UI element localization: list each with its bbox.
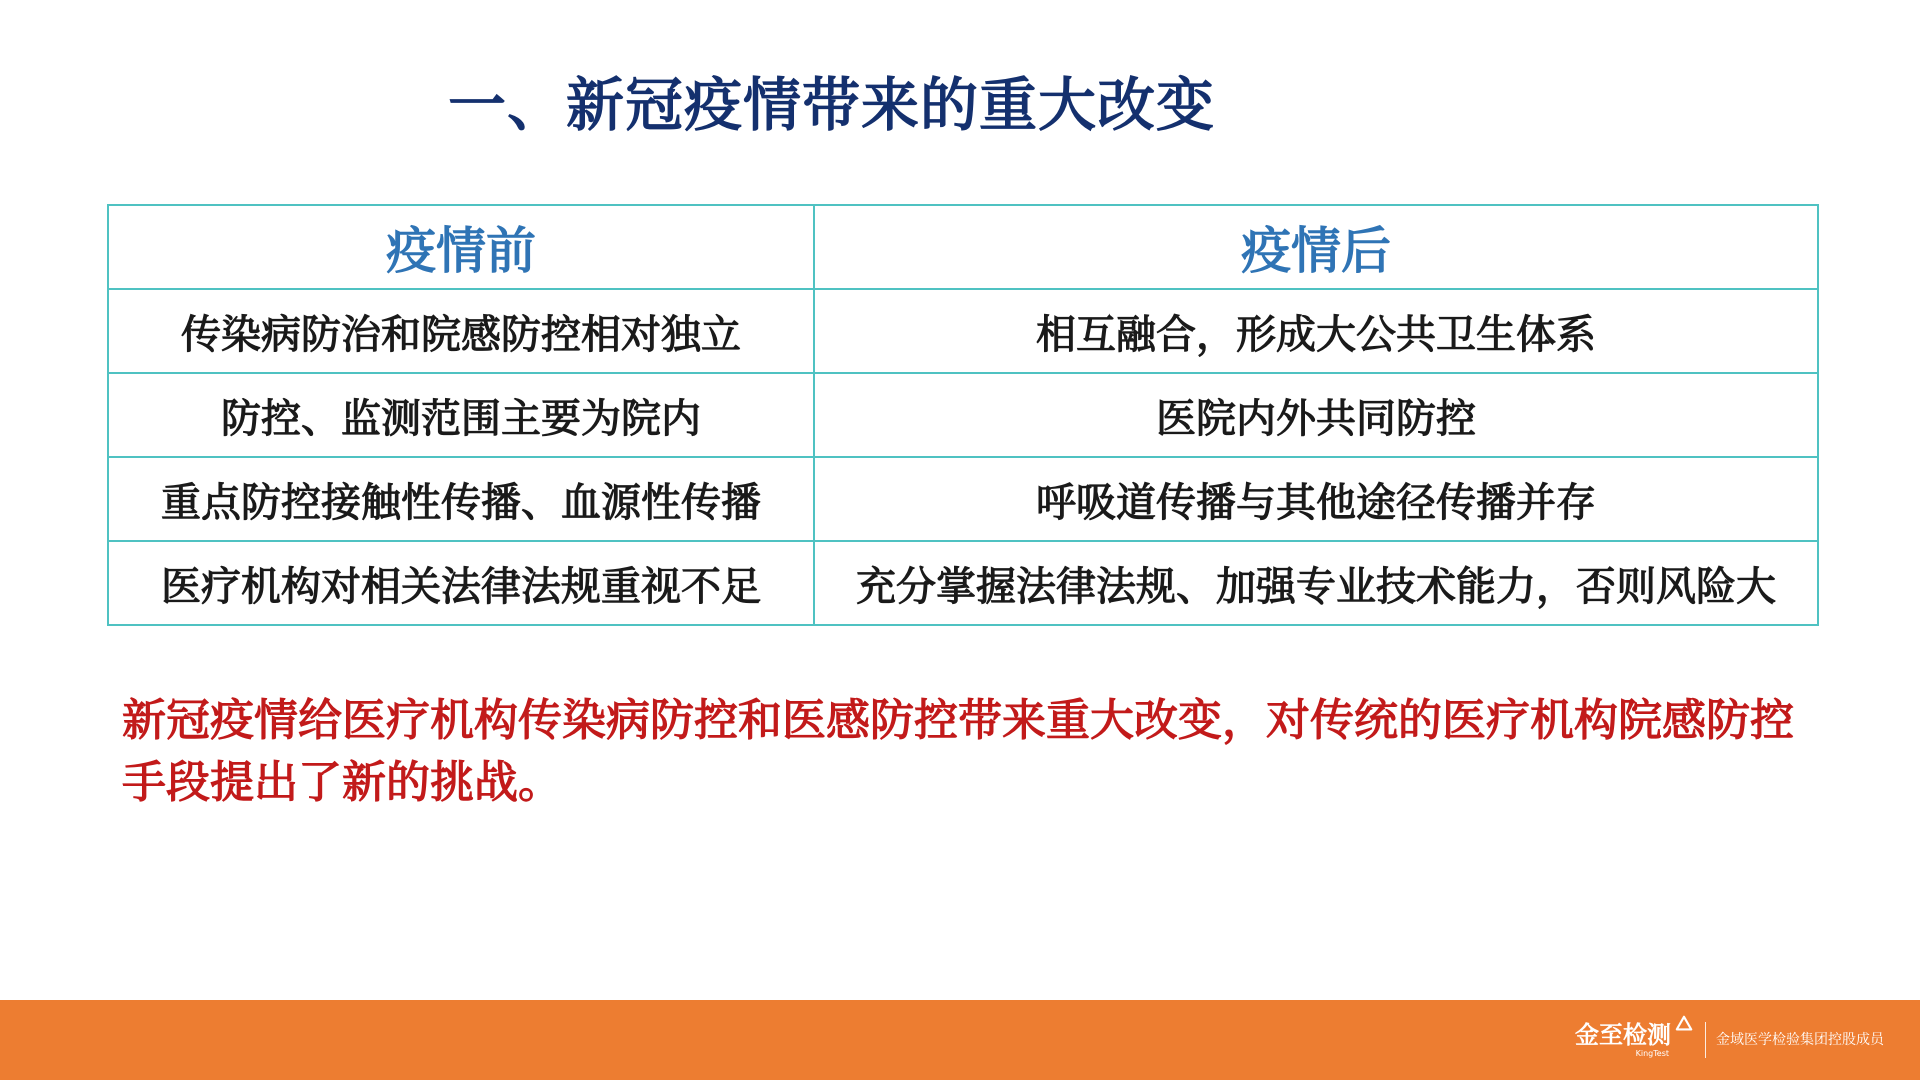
brand-block xyxy=(1575,1014,1884,1066)
cell-after: 相互融合，形成大公共卫生体系 xyxy=(814,289,1818,373)
cell-after: 充分掌握法律法规、加强专业技术能力，否则风险大 xyxy=(814,541,1818,625)
cell-after: 呼吸道传播与其他途径传播并存 xyxy=(814,457,1818,541)
header-before: 疫情前 xyxy=(108,205,814,289)
slide-title: 一、新冠疫情带来的重大改变 xyxy=(448,71,1216,139)
brand-name: 金至检测 xyxy=(1575,1021,1671,1049)
brand-logo xyxy=(1575,1021,1693,1059)
brand-divider xyxy=(1705,1022,1706,1058)
table-row xyxy=(108,289,1818,373)
triangle-logo-icon xyxy=(1675,1015,1693,1033)
table-row xyxy=(108,541,1818,625)
summary-note: 新冠疫情给医疗机构传染病防控和医感防控带来重大改变，对传统的医疗机构院感防控手段提出了新的挑战。 xyxy=(122,695,1794,808)
cell-after: 医院内外共同防控 xyxy=(814,373,1818,457)
table-row xyxy=(108,373,1818,457)
table-header-row xyxy=(108,205,1818,289)
brand-tagline: 金域医学检验集团控股成员 xyxy=(1716,1032,1884,1048)
cell-before: 防控、监测范围主要为院内 xyxy=(108,373,814,457)
footer-bar xyxy=(0,1000,1920,1080)
cell-before: 传染病防治和院感防控相对独立 xyxy=(108,289,814,373)
table-row xyxy=(108,457,1818,541)
cell-before: 重点防控接触性传播、血源性传播 xyxy=(108,457,814,541)
cell-before: 医疗机构对相关法律法规重视不足 xyxy=(108,541,814,625)
brand-sub: KingTest xyxy=(1635,1049,1669,1058)
header-after: 疫情后 xyxy=(814,205,1818,289)
comparison-table xyxy=(107,204,1819,626)
